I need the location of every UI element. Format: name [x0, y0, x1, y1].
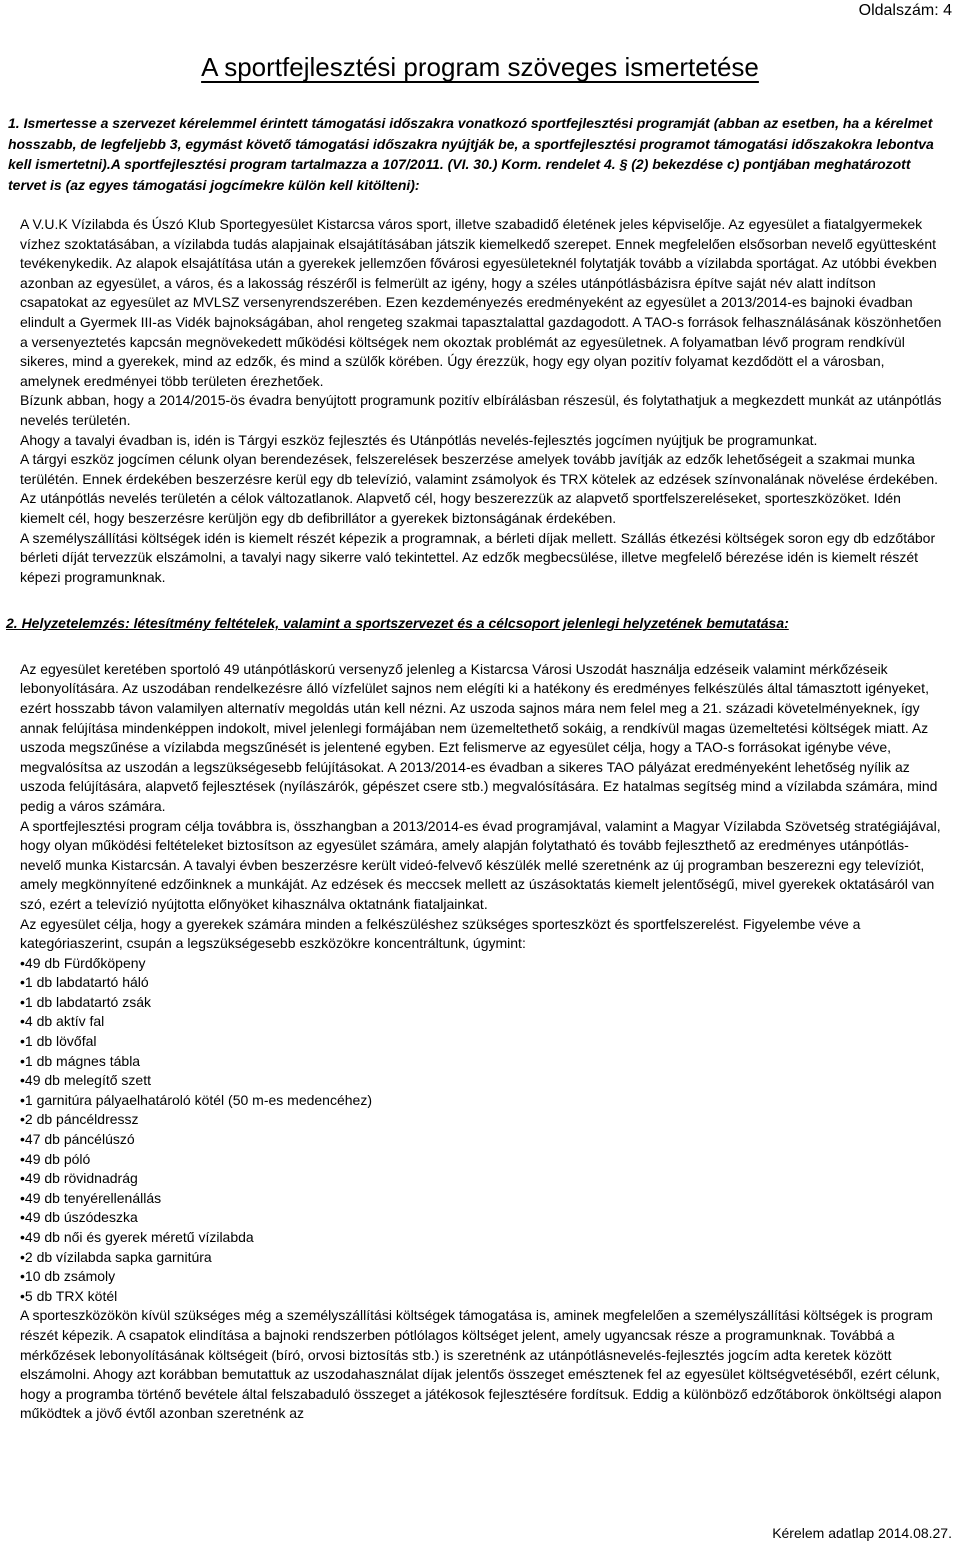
section2-question: 2. Helyzetelemzés: létesítmény feltételek, valamint a sportszervezet és a célcsoport jelenlegi helyzetének bemutatása:	[6, 615, 789, 632]
list-item: •47 db páncélúszó	[20, 1131, 135, 1148]
list-item: •4 db aktív fal	[20, 1013, 105, 1030]
list-item: •49 db női és gyerek méretű vízilabda	[20, 1229, 254, 1245]
document-title-wrapper	[0, 52, 960, 83]
page-number: Oldalszám: 4	[858, 2, 952, 19]
section1-paragraph-3: Ahogy a tavalyi évadban is, idén is Tárgyi eszköz fejlesztés és Utánpótlás nevelés-fejlesztés jogcímen nyújtjuk be programunkat.	[20, 431, 818, 448]
list-item: •1 db labdatartó háló	[20, 974, 149, 991]
list-item: •10 db zsámoly	[20, 1268, 116, 1285]
list-item: •1 db lövőfal	[20, 1033, 97, 1050]
list-item: •1 garnitúra pályaelhatároló kötél (50 m-es medencéhez)	[20, 1091, 372, 1108]
document-title: A sportfejlesztési program szöveges ismertetése	[201, 52, 759, 82]
section1-paragraph-6: A személyszállítási költségek idén is kiemelt részét képezik a programnak, a bérleti díjak mellett. Szállás étkezési költségek soron egy db edzőtábor bérleti díját tervezzük elszámolni, a tavalyi nagy sikerre való tekintettel. Az edzők megbecsülése, illetve megfelelő bérezése idén is kiemelt részét képezi programunknak.	[20, 529, 936, 585]
list-item: •49 db tenyérellenállás	[20, 1189, 162, 1206]
list-item: •1 db labdatartó zsák	[20, 993, 151, 1010]
footer-form-date: Kérelem adatlap 2014.08.27.	[772, 1525, 952, 1541]
list-item: •1 db mágnes tábla	[20, 1052, 141, 1069]
document-content	[6, 113, 945, 1424]
equipment-list	[20, 954, 945, 1307]
list-item: •2 db páncéldressz	[20, 1111, 139, 1128]
section1-paragraph-5: Az utánpótlás nevelés területén a célok változatlanok. Alapvető cél, hogy beszerezzük az alapvető sportfelszereléseket, sporteszközöket. Idén kiemelt cél, hogy beszerzésre kerüljön egy db defibrillátor a gyerekek biztonságának érdekében.	[20, 490, 901, 526]
section2-paragraph-4: A sporteszközökön kívül szükséges még a személyszállítási költségek támogatása is, aminek megfelelően a személyszállítási költségek is program részét képezik. A csapatok elindítása a bajnoki rendszerben pótlólagos költséget jelent, amely ugyancsak része a programunknak. Továbbá a mérkőzések lebonyolításának költségeit (bíró, orvosi biztosítás stb.) is szeretnénk az utánpótlásnevelés-fejlesztés jogcím adta keretek között elszámolni. Ahogy azt korábban bemutattuk az uszodahasználat díjak jelentős összeget emésztenek fel az egyesület költségvetéséből, ezért célunk, hogy a programba történő bevétele által felszabaduló összeget a játékosok fejlesztésére fordítsuk. Eddig a különböző edzőtáborok önköltségi alapon működtek a jövő évtől azonban szeretnénk az	[20, 1307, 942, 1422]
section1-body: A V.U.K Vízilabda és Úszó Klub Sportegyesület Kistarcsa város sport, illetve szabadidő életének jeles képviselője. Az egyesület a fiatalgyermekek vízhez szoktatásában, a vízilabda tudás alapjainak elsajátításában játszik kiemelkedő szerepet. Ennek megfelelően elsősorban nevelő együttesként tevékenykedik. Az alapok elsajátítása után a gyerekek jellemzően fővárosi egyesületeknél folytatják tovább a vízilabda sportágat. Az utóbbi években azonban az egyesület, a város, és a lakosság részéről is felmerült az igény, hogy a széles utánpótlásbázisra építve saját név alatt indítson csapatokat az egyesület az MVLSZ versenyrendszerében. Ezen kezdeményezés eredményeként az egyesület a 2013/2014-es bajnoki évadban elindult a Gyermek III-as Vidék bajnokságában, ahol rengeteg szakmai tapasztalattal gazdagodott. A TAO-s források felhasználásának köszönhetően a versenyeztetés kapcsán megnövekedett működési költségek nem okoztak problémát az egyesületnek. A folyamatban lévő program rendkívül sikeres, mind a gyerekek, mind az edzők, és mind a szülők körében. Úgy érezzük, hogy egy olyan pozitív folyamat kezdődött el a városban, amelynek eredményei több területen érezhetőek.	[20, 216, 942, 389]
section2-paragraph-1: Az egyesület keretében sportoló 49 utánpótláskorú versenyző jelenleg a Kistarcsa Városi Uszodát használja edzéseik valamint mérkőzéseik lebonyolítására. Az uszodában rendelkezésre álló vízfelület sajnos nem elégíti ki a hatékony és eredményes felkészülés által támasztott igényeket, ezért hosszabb távon valamilyen alternatív megoldás után kell nézni. Az uszoda sajnos mára nem felel meg a 21. századi követelményeknek, így annak felújítása mindenképpen indokolt, mivel jelenlegi formájában nem üzemeltethető sokáig, a rendkívül magas üzemeltetési költségek miatt. Az uszoda megszűnése a vízilabda megszűnését is jelentené egyben. Ezt felismerve az egyesület célja, hogy a TAO-s forrásokat igénybe véve, megvalósítsa az uszodán a legszükségesebb felújításokat. A 2013/2014-es évadban a sikeres TAO pályázat eredményeként lehetőség nyílik az uszoda felújítására, alapvető fejlesztések (nyílászárók, gépészet csere stb.) megvalósítására. Ez hatalmas segítség mind a vízilabda számára, mind pedig a város számára.	[20, 660, 938, 814]
section1-question: 1. Ismertesse a szervezet kérelemmel érintett támogatási időszakra vonatkozó sportfejlesztési programját (abban az esetben, ha a kérelmet hosszabb, de legfeljebb 3, egymást követő támogatási időszakra nyújtják be, a sportfejlesztési programot támogatási időszakokra lebontva kell ismertetni).A sportfejlesztési program tartalmazza a 107/2011. (VI. 30.) Korm. rendelet 4. § (2) bekezdése c) pontjában meghatározott tervet is (az egyes támogatási jogcímekre külön kell kitölteni):	[8, 115, 934, 193]
section1-paragraph-4: A tárgyi eszköz jogcímen célunk olyan berendezések, felszerelések beszerzése amelyek tovább javítják az edzők lehetőségeit a szakmai munka terülétén. Ennek érdekében beszerzésre kerül egy db televízió, valamint zsámolyok és TRX kötelek az edzések színvonalának növelése érdekében.	[20, 451, 939, 487]
list-item: •49 db melegítő szett	[20, 1072, 151, 1089]
list-item: •5 db TRX kötél	[20, 1287, 118, 1304]
list-item: •49 db Fürdőköpeny	[20, 954, 146, 971]
list-item: •2 db vízilabda sapka garnitúra	[20, 1248, 212, 1265]
list-item: •49 db úszódeszka	[20, 1209, 138, 1226]
section1-paragraph-2: Bízunk abban, hogy a 2014/2015-ös évadra benyújtott programunk pozitív elbírálásban részesül, és folytathatjuk a megkezdett munkát az utánpótlás nevelés területén.	[20, 392, 942, 428]
section2-paragraph-3: Az egyesület célja, hogy a gyerekek számára minden a felkészüléshez szükséges sporteszközt és sportfelszerelést. Figyelembe véve a kategóriaszerint, csupán a legszükségesebb eszközökre koncentráltunk, úgymint:	[20, 915, 861, 952]
list-item: •49 db póló	[20, 1150, 91, 1167]
section2-paragraph-2: A sportfejlesztési program célja továbbra is, összhangban a 2013/2014-es évad programjával, valamint a Magyar Vízilabda Szövetség stratégiájával, hogy olyan működési feltételeket biztosítson az egyesület számára, amely alapján folytatható és tovább fejleszthető az eredményes utánpótlás-nevelő munka Kistarcsán. A tavalyi évben beszerzésre került videó-felvevő készülék mellé szeretnénk az új programban beszerezni egy televíziót, amely megkönnyítené edzőinknek a munkáját. Az edzések és meccsek mellett az úszásoktatás kiemelt jelentőségű, mivel gyerekek oktatásáról van szó, ezért a televízió nyújtotta előnyöket kihasználva oktatnánk fiatalјainkat.	[20, 817, 941, 912]
list-item: •49 db rövidnadrág	[20, 1170, 138, 1187]
